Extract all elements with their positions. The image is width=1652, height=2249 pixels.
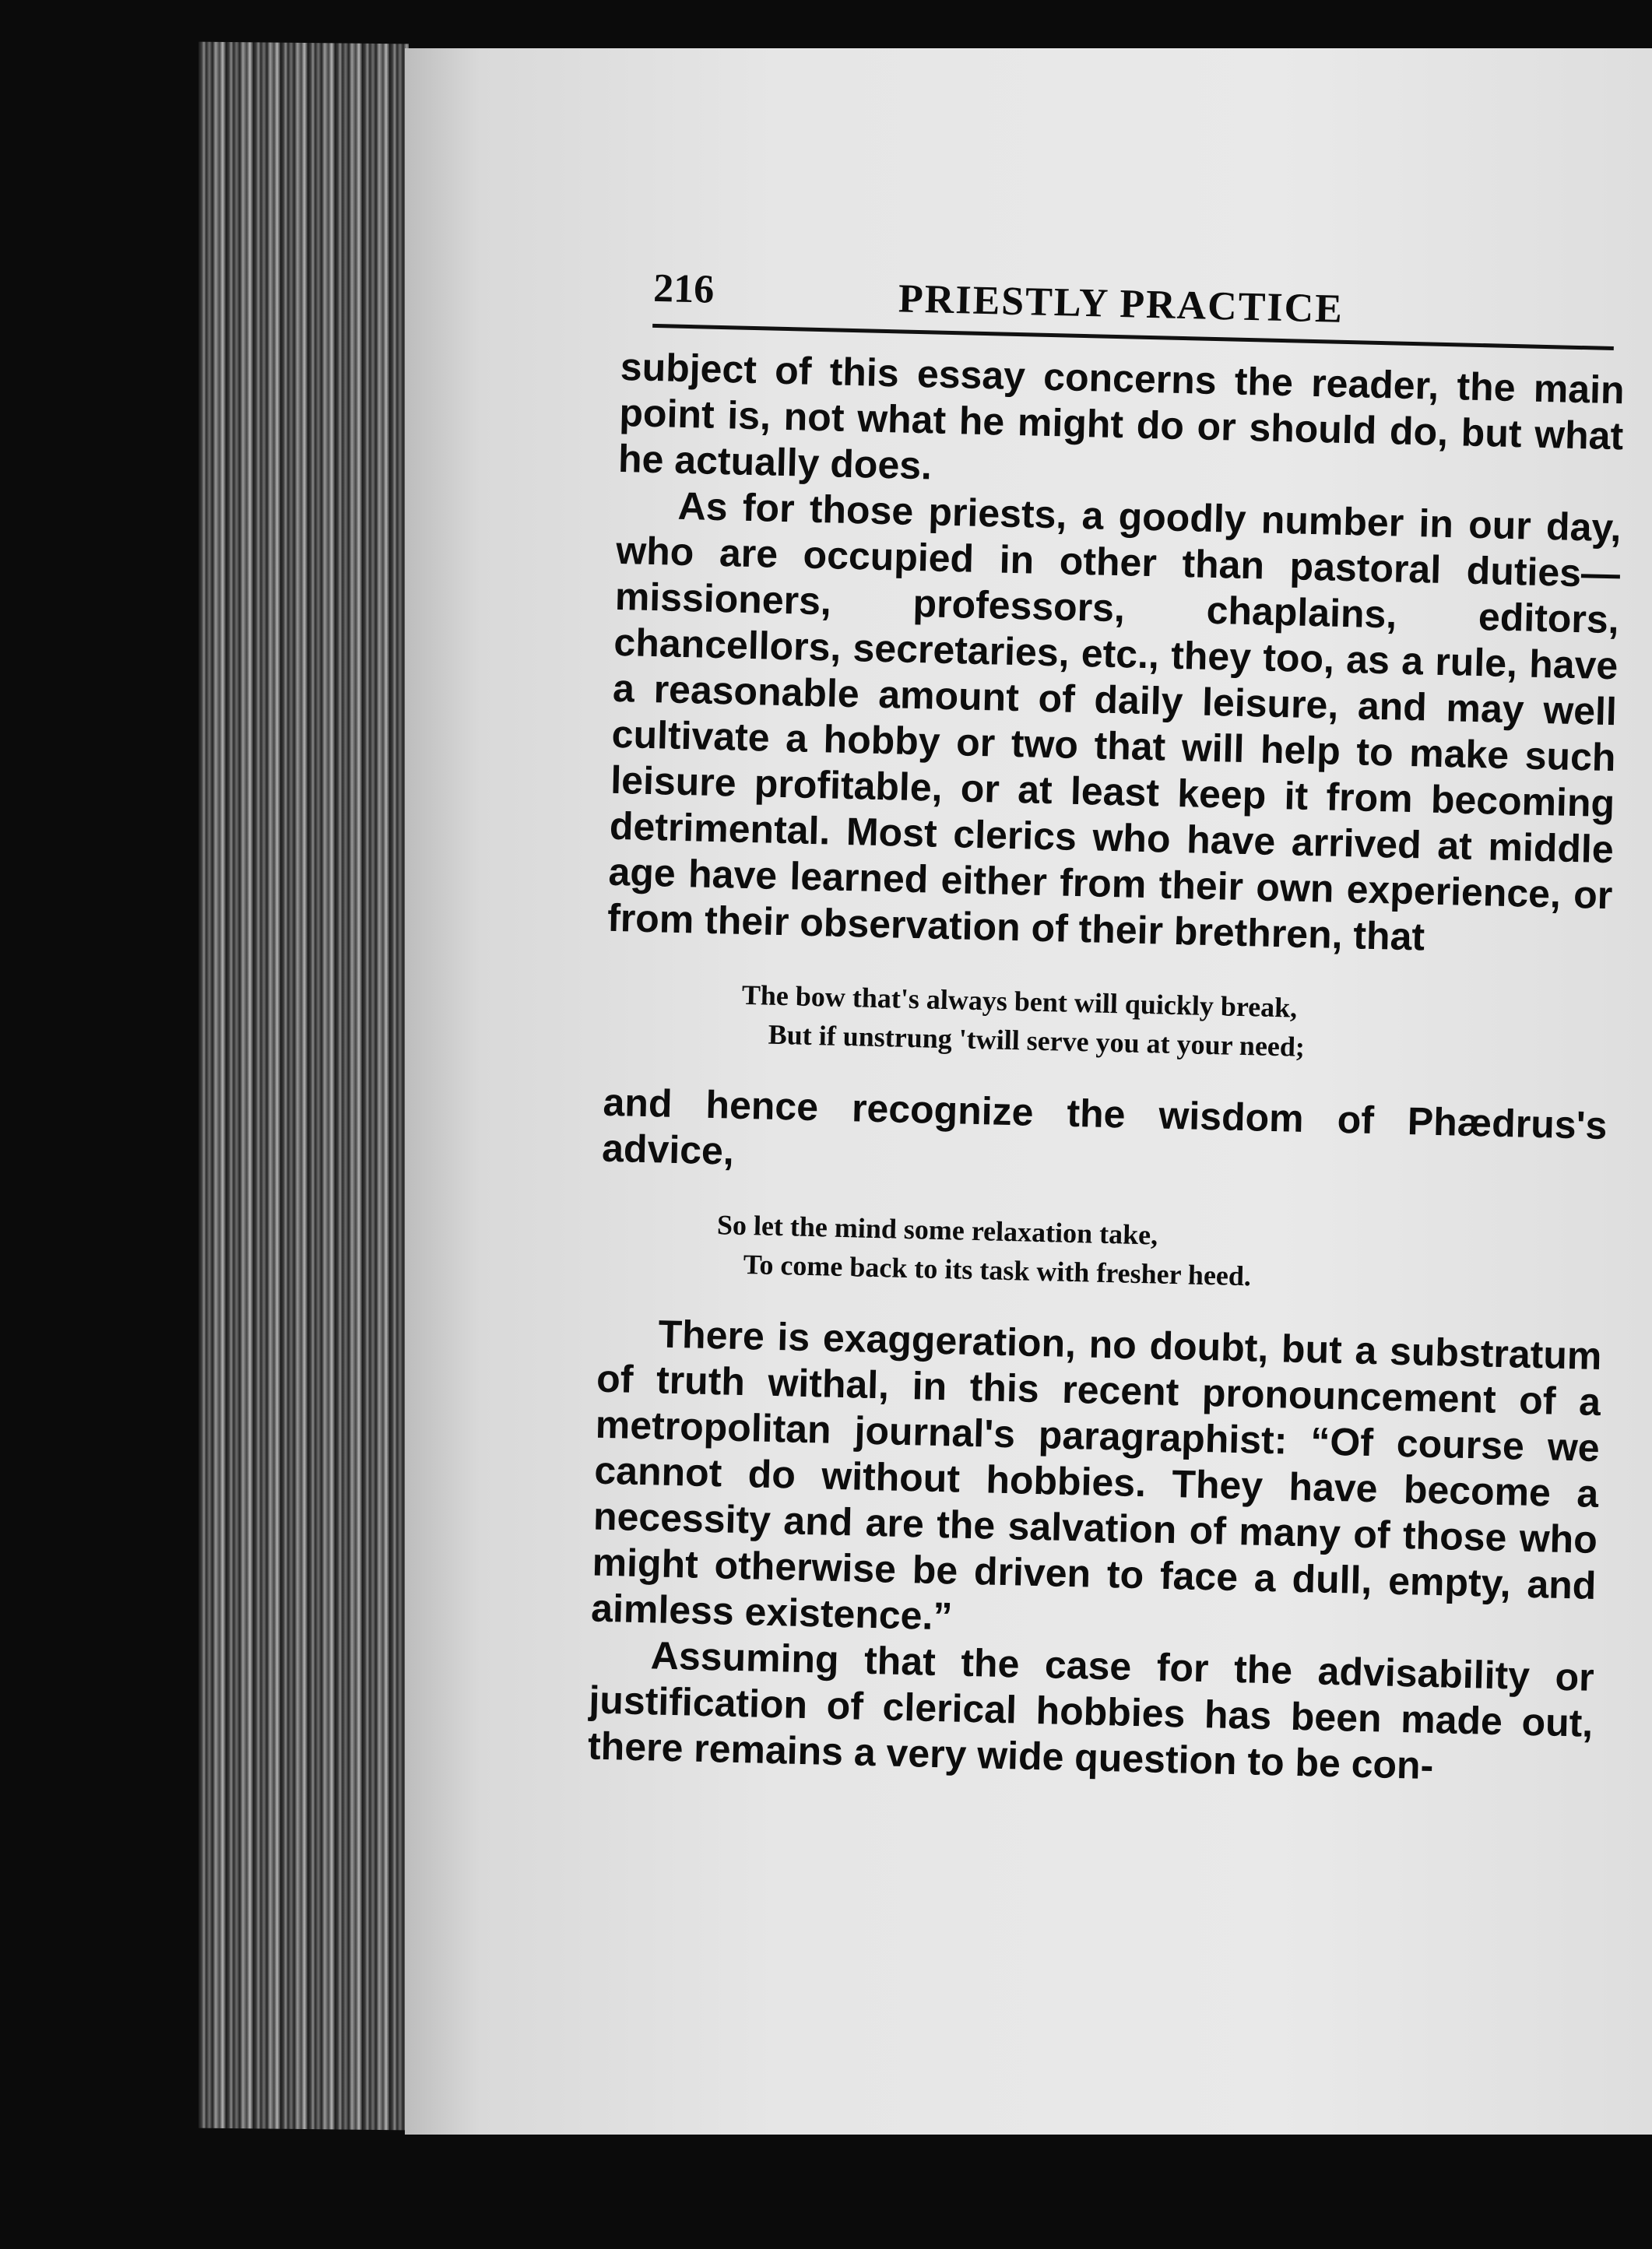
page-number: 216 [652,265,715,312]
paragraph-phaedrus: and hence recognize the wisdom of Phædrus's advice, [601,1080,1608,1173]
verse-line: To come back to its task with fresher heed. [743,1249,1252,1292]
verse-quotation-mind [599,1203,1605,1304]
verse-line: But if unstrung 'twill serve you at your need; [768,1018,1306,1063]
verse-line: So let the mind some relaxation take, [716,1209,1158,1251]
book-page-edges [199,42,409,2131]
paragraph-assuming: Assuming that the case for the advisability or justification of clerical hobbies has been made out, there remains a very wide question to be con- [587,1633,1595,1788]
paragraph-priests: As for those priests, a goodly number in our day, who are occupied in other than pastoral duties—missioners, professors, chaplains, editors, chancellors, secretaries, etc., they too, as a rule, have a reasonable amount of daily leisure, and may well cultivate a hobby or two that will help to make such leisure profitable, or at least keep it from becoming detrimental. Most clerics who have arrived at middle age have learned either from their own experience, or from their observation of their brethren, that [606,483,1622,959]
verse-quotation-bow [604,972,1610,1074]
verse-line: The bow that's always bent will quickly break, [741,979,1298,1024]
paragraph-exaggeration: There is exaggeration, no doubt, but a substratum of truth withal, in this recent pronouncement of a metropolitan journal's paragraphist: “Of course we cannot do without hobbies. They have become a necessity and are the salvation of many of those who might otherwise be driven to face a dull, empty, and aimless existence.” [590,1312,1602,1639]
page-text-block [587,265,1626,1793]
running-title: PRIESTLY PRACTICE [898,276,1344,332]
paragraph-continued: subject of this essay concerns the reader, the main point is, not what he might do or should do, but what he actually does. [617,344,1626,488]
